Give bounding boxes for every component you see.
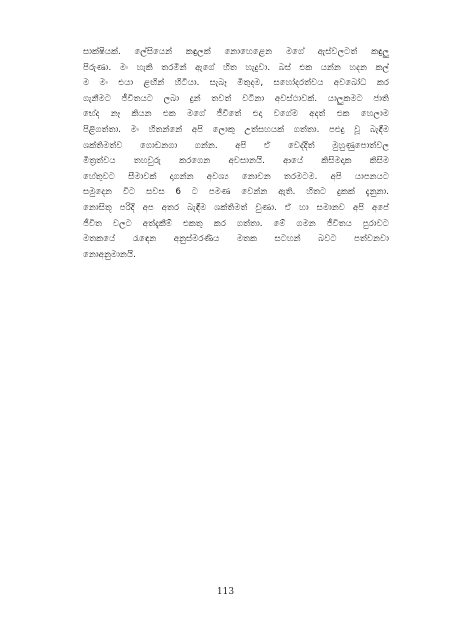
text-line: ම මං එයා ළඟින් හිටියා. සැබෑ මිතුදම, සහෝදරත්වය අවබෝධ කර [83, 78, 389, 89]
text-line: මතකයේ රැඳෙන අනුස්මරණීය මතක සටහන් බවට පත්වනවා [83, 234, 389, 245]
text-line: සාක්ෂියක්. ලේසියෙන් කඳුලක් නොහෙළෙන මගේ ඇස්වලටත් කඳුලු [83, 47, 389, 57]
text-line: පිරුණා. මං හැකි තරමින් ඇගේ හිත හැදුවා. බස් එක යන්න හදන කල් [83, 62, 389, 73]
body-paragraph [83, 45, 389, 263]
text-line: පිළිගත්තා. මං හිතන්නේ අපි ලොකු උත්සහයක් ගත්තා. පළුදු වූ බැඳීම [83, 124, 389, 135]
text-line: නොසිතූ පරිදි අප අතර බැඳීම ශක්තිමත් වුණා. ඒ හා සමානව අපි අපේ [83, 202, 389, 213]
text-line: ශක්තිමත්ව ගොඩනගා ගන්න. අපි ඒ වෙද්දිත් මුහුණුපොත්වල [83, 140, 389, 151]
text-line-last: නොඅනුමානයි. [83, 249, 136, 260]
text-line: ජීවිත වලට අත්දැකීම් එකතු කර ගත්තා. මේ ගමන ජීවිතය පුරාවට [83, 218, 389, 229]
text-line: භේද නෑ කියන එක මගේ ජීවිතේ එදා වගේම අදත් එක හෙලාම [83, 109, 389, 120]
page-number: 113 [216, 587, 235, 597]
text-line: සමුදෙන විට සවස 6 ට පමණ වෙන්න ඇති. හිතට දුකක් දැනුනා. [83, 187, 389, 198]
text-line: මිත්‍රත්වය තහවුරු කරගෙන අවසානයි. ආයේ කිසිමදාක කිසිම [83, 156, 389, 167]
text-line: හේතුවට සීමාවක් දාගන්න අවශ්‍ය නොවන තරමටම. අපි යාපනයට [83, 171, 389, 182]
text-line: ගැනීමට ජීවිතයට ලබා දුන් තවත් වටිනා අවස්ථාවක්. යාලුකමට ජාති [83, 93, 389, 104]
